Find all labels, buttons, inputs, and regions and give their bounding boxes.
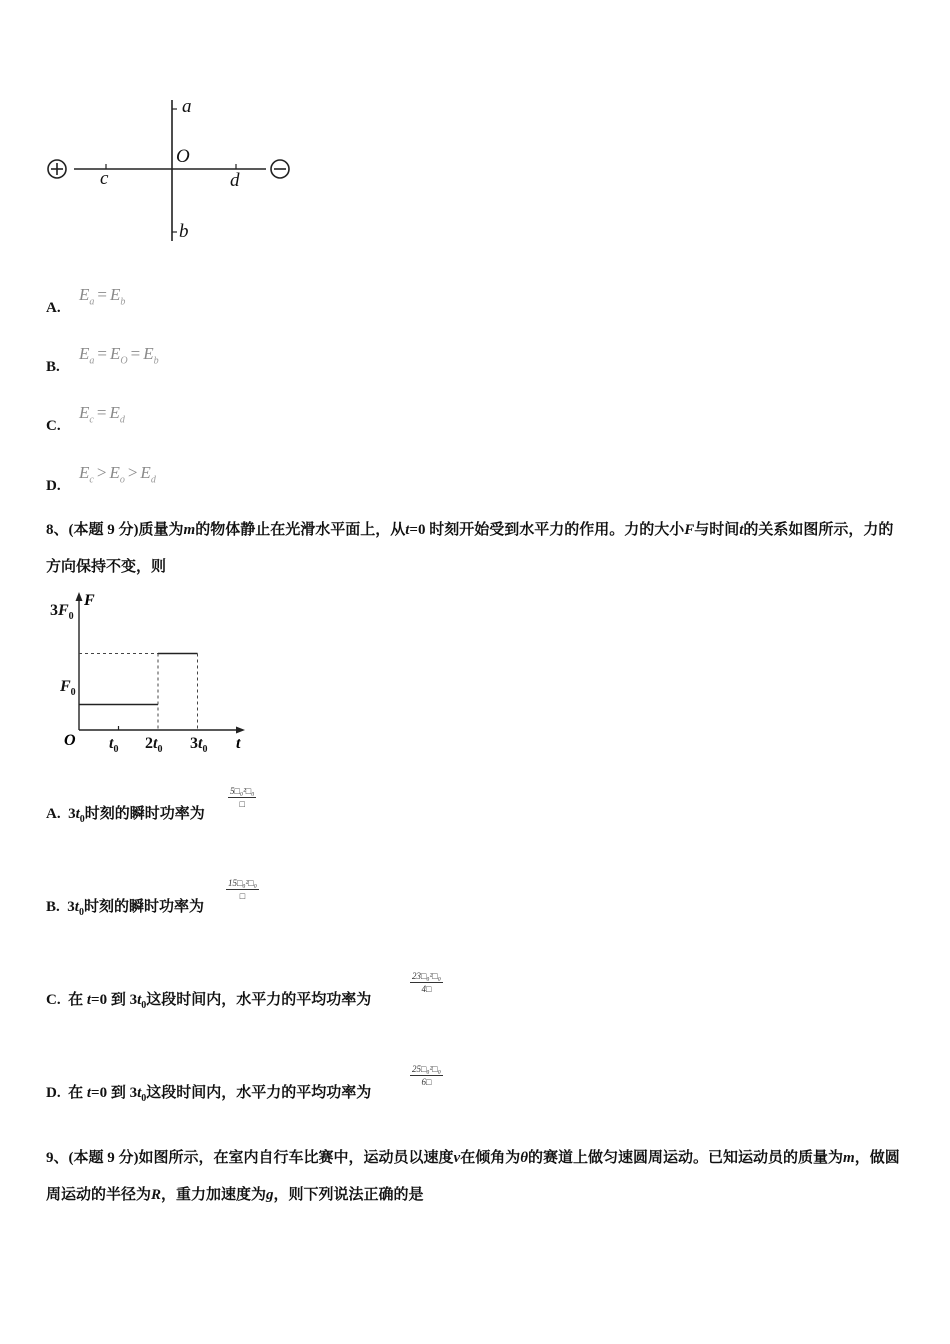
q8-question-text: 8、(本题 9 分)质量为m的物体静止在光滑水平面上，从t=0 时刻开始受到水平力的作用。力的大小F与时间t的关系如图所示，力的方向保持不变，则 (46, 522, 894, 575)
origin-label: O (64, 732, 76, 749)
label-a: a (182, 96, 192, 117)
option-letter: A. (46, 300, 61, 316)
q9-question-text: 9、(本题 9 分)如图所示，在室内自行车比赛中，运动员以速度v在倾角为θ的赛道上做匀速圆周运动。已知运动员的质量为m，做圆周运动的半径为R，重力加速度为g，则下列说法正确的是 (46, 1150, 900, 1203)
y-tick-F0: $F_0$ (60, 678, 76, 699)
question-score: (本题 9 分) (68, 522, 139, 538)
question-number: 9、 (46, 1150, 69, 1166)
option-formula: $E_a = E_b$ (79, 285, 126, 308)
x-axis-arrow (236, 727, 245, 734)
label-b: b (179, 221, 189, 242)
x-axis-label: t (236, 735, 241, 752)
y-axis-arrow (76, 592, 83, 601)
option-formula: $E_c > E_o > E_d$ (79, 463, 156, 486)
label-d: d (230, 170, 240, 191)
option-text: C. 在 t=0 到 $3t_0$这段时间内，水平力的平均功率为 (46, 992, 372, 1011)
negative-charge-icon (271, 160, 289, 178)
label-c: c (100, 168, 109, 189)
option-letter: C. (46, 418, 61, 434)
question-number: 8、 (46, 522, 69, 538)
positive-charge-icon (48, 160, 66, 178)
y-tick-3F0: $3F_0$ (50, 602, 74, 623)
x-tick-2t0: $2t_0$ (145, 735, 163, 756)
option-text: D. 在 t=0 到 $3t_0$这段时间内，水平力的平均功率为 (46, 1085, 372, 1104)
option-letter: D. (46, 478, 61, 494)
label-O: O (176, 146, 190, 167)
x-tick-t0: $t_0$ (109, 735, 119, 756)
answer-fraction: $\frac{\text{23□₀²□₀}}{4□}$ (412, 971, 441, 994)
answer-fraction: $\frac{\text{25□₀²□₀}}{6□}$ (412, 1064, 441, 1087)
question-score: (本题 9 分) (68, 1150, 139, 1166)
electric-field-diagram (40, 95, 300, 255)
option-formula: $E_a = E_O = E_b$ (79, 344, 159, 367)
option-formula: $E_c = E_d$ (79, 403, 125, 426)
y-axis-label: F (84, 592, 95, 609)
option-text: B. $3t_0$时刻的瞬时功率为 (46, 899, 204, 918)
option-letter: B. (46, 359, 60, 375)
x-tick-3t0: $3t_0$ (190, 735, 208, 756)
answer-fraction: 15□₀²□₀ □ (228, 878, 257, 901)
option-text: A. $3t_0$时刻的瞬时功率为 (46, 806, 205, 825)
answer-fraction: 5□₀²□₀ □ (230, 786, 255, 809)
